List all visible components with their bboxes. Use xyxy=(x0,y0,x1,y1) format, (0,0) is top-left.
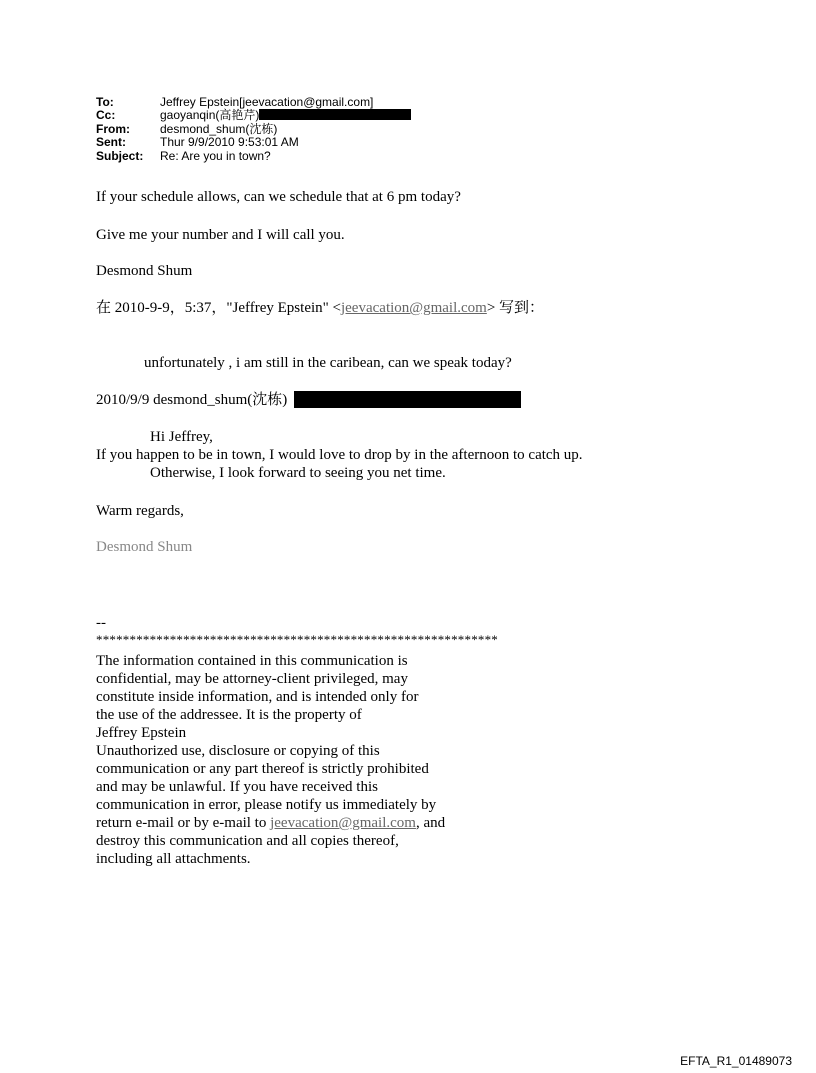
closing: Warm regards, xyxy=(96,503,184,519)
message-line-1: If your schedule allows, can we schedule that at 6 pm today? xyxy=(96,189,461,205)
from-row xyxy=(96,123,411,136)
to-value: Jeffrey Epstein[jeevacation@gmail.com] xyxy=(160,95,374,109)
quoted-from-redaction xyxy=(294,391,521,408)
quoted-from-line xyxy=(96,391,521,409)
quote-header-prefix: 在 2010-9-9，5:37，"Jeffrey Epstein" < xyxy=(96,300,341,316)
disclaimer-email-link[interactable]: jeevacation@gmail.com xyxy=(270,815,416,831)
cc-redaction xyxy=(259,109,411,120)
message-line-2: Give me your number and I will call you. xyxy=(96,227,345,243)
disclaimer-line: Jeffrey Epstein xyxy=(96,725,187,741)
document-id: EFTA_R1_01489073 xyxy=(680,1054,792,1068)
disclaimer-line: The information contained in this communication is xyxy=(96,653,408,669)
sent-label: Sent: xyxy=(96,135,126,150)
quoted-signature: Desmond Shum xyxy=(96,539,193,555)
quoted-from: 2010/9/9 desmond_shum(沈栋) xyxy=(96,392,288,408)
disclaimer-line: including all attachments. xyxy=(96,851,251,867)
signature-stars: ************************************************************ xyxy=(96,632,498,647)
disclaimer-line: constitute inside information, and is intended only for xyxy=(96,689,419,705)
cc-row xyxy=(96,109,411,122)
email-header xyxy=(96,96,411,163)
body-line-1: If you happen to be in town, I would love to drop by in the afternoon to catch up. xyxy=(96,447,583,463)
quote-header-suffix: > 写到： xyxy=(486,300,545,316)
disclaimer-line: confidential, may be attorney-client privileged, may xyxy=(96,671,408,687)
disclaimer-line: destroy this communication and all copies thereof, xyxy=(96,833,399,849)
return-prefix: return e-mail or by e-mail to xyxy=(96,815,271,831)
disclaimer-line: communication or any part thereof is strictly prohibited xyxy=(96,761,429,777)
to-label: To: xyxy=(96,95,114,109)
sent-value: Thur 9/9/2010 9:53:01 AM xyxy=(160,135,299,150)
cc-value: gaoyanqin(高艳芹) xyxy=(160,108,260,123)
return-suffix: , and xyxy=(415,815,446,831)
greeting: Hi Jeffrey, xyxy=(150,429,213,445)
disclaimer-line: Unauthorized use, disclosure or copying of this xyxy=(96,743,380,759)
quote-header xyxy=(96,299,544,317)
message-signature: Desmond Shum xyxy=(96,263,193,279)
from-value: desmond_shum(沈栋) xyxy=(160,121,278,136)
cc-label: Cc: xyxy=(96,108,116,123)
body-line-2: Otherwise, I look forward to seeing you net time. xyxy=(150,465,446,481)
reply-line: unfortunately , i am still in the caribean, can we speak today? xyxy=(144,355,512,371)
disclaimer-line: the use of the addressee. It is the property of xyxy=(96,707,362,723)
subject-label: Subject: xyxy=(96,148,144,163)
subject-row xyxy=(96,150,411,163)
from-label: From: xyxy=(96,121,130,136)
quote-header-email-link[interactable]: jeevacation@gmail.com xyxy=(340,300,487,316)
disclaimer-return-line xyxy=(96,814,445,832)
signature-dashes: -- xyxy=(96,615,106,631)
sent-row xyxy=(96,136,411,149)
disclaimer-line: and may be unlawful. If you have received this xyxy=(96,779,378,795)
disclaimer-line: communication in error, please notify us immediately by xyxy=(96,797,437,813)
subject-value: Re: Are you in town? xyxy=(160,148,271,163)
disclaimer-block xyxy=(96,652,445,868)
